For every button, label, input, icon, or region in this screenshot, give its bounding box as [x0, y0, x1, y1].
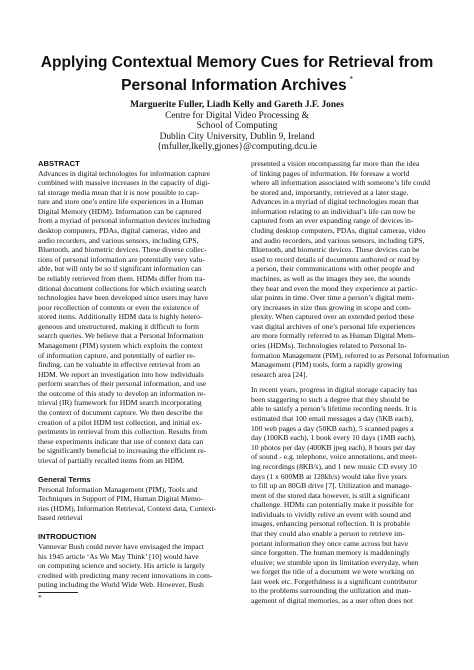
text-line: based retrieval [38, 513, 83, 523]
footnote-mark: * [38, 592, 42, 602]
text-line: presented a vision encompassing far more than the idea [251, 159, 420, 168]
text-line: plexity. When captured over an extended period these [251, 312, 414, 322]
text-line: Management (PIM) system which exploits the context [38, 340, 203, 350]
text-line: Bluetooth, and biometric devices. These devices can be [251, 245, 420, 255]
abstract-body [38, 169, 235, 466]
introduction-heading: INTRODUCTION [38, 532, 97, 542]
text-line: the context of document capture. We then describe the [38, 408, 203, 418]
text-line: of information capture, and potentially of earlier re- [38, 350, 196, 360]
text-line: ries (HDM), Information Retrieval, Context data, Context- [38, 503, 217, 513]
paper-title [40, 53, 434, 95]
text-line: day (100KB each), 1 book every 10 days (1MB each), [251, 433, 416, 443]
text-line: a person, their communications with other people and [251, 264, 415, 274]
text-line: stored items. Additionally HDM data is highly hetero- [38, 312, 203, 322]
text-line: Management (PIM) tools, form a rapidly growing [251, 360, 403, 370]
text-line: perform searches of their personal information, and use [38, 379, 207, 389]
text-line: agement of digital memories, as a user often does not [251, 596, 413, 606]
text-line: trieval of partially recalled items from an HDM. [38, 455, 185, 465]
text-line: from a myriad of personal information devices including [38, 216, 211, 226]
text-line: 100 web pages a day (50KB each), 5 scanned pages a [251, 423, 414, 433]
text-line: technologies have been developed since users may have [38, 293, 209, 303]
text-line: ditional document collections for which existing search [38, 283, 207, 293]
text-line: the outcome of this study to develop an information re- [38, 388, 206, 398]
text-line: search queries. We believe that a Personal Information [38, 331, 204, 341]
abstract-heading: ABSTRACT [38, 159, 80, 168]
text-line: we forget the title of a document we were working on [251, 567, 415, 577]
text-line: be reliably retrieved from them. HDMs differ from tra- [38, 273, 206, 283]
text-line: formation Management (PIM), referred to as Personal Information [251, 350, 450, 360]
text-line: finding, can be valuable in effective retrieval from an [38, 360, 200, 370]
text-line: Advances in a myriad of digital technologies mean that [251, 197, 419, 207]
introduction-body [38, 542, 235, 590]
text-line: individuals to vividly relive an event with sound and [251, 509, 411, 519]
text-line: to the problems surrounding the utilization and man- [251, 586, 412, 596]
text-line: Digital Memory (HDM). Information can be captured [38, 206, 202, 216]
right-column [251, 159, 449, 606]
text-line: able, but will only be so if significant information can [38, 264, 202, 274]
text-line: ular points in time. Over time a person’s digital mem- [251, 293, 415, 303]
text-line: been staggering to such a degree that they should be [251, 394, 410, 404]
general-terms-heading: General Terms [38, 475, 91, 484]
author-names: Marguerite Fuller, Liadh Kelly and Gareth J.F. Jones [130, 100, 344, 110]
text-line: where all information associated with someone’s life could [251, 178, 431, 188]
text-line: images, enhancing personal reflection. It is probable [251, 519, 410, 529]
text-line: ories (HDMs). Technologies related to Personal In- [251, 340, 407, 350]
text-line: ture and store one’s entire life experiences in a Human [38, 197, 204, 207]
text-line: ment of the stored data however, is still a significant [251, 490, 410, 500]
title-footnote-star: * [349, 75, 353, 84]
text-line: since forgotten. The human memory is maddeningly [251, 548, 410, 558]
affiliation-line: School of Computing [196, 121, 278, 132]
text-line: Vannevar Bush could never have envisaged the impact [38, 541, 204, 551]
text-line: tions of personal information are potentially very valu- [38, 254, 205, 264]
text-line: to fill up an 80GB drive [7]. Utilization and manage- [251, 481, 412, 491]
text-line: last week etc. Forgetfulness is a significant contributor [251, 576, 418, 586]
title-line-2 [40, 72, 434, 95]
text-line: HDM. We report an investigation into how individuals [38, 369, 204, 379]
title-line-2-text: Personal Information Archives [121, 77, 347, 95]
intro-paragraph-1 [251, 159, 449, 379]
text-line: puting including the World Wide Web. However, Bush [38, 580, 204, 590]
text-line: Bluetooth, and biometric devices. These diverse collec- [38, 245, 207, 255]
text-line: estimated that 100 email messages a day (5KB each), [251, 414, 414, 424]
text-line: desktop computers, PDAs, digital cameras, video and [38, 226, 201, 236]
text-line: combined with massive increases in the capacity of digi- [38, 178, 211, 188]
text-line: of sound - e.g. telephone, voice annotations, and meet- [251, 452, 418, 462]
text-line: his 1945 article ‘As We May Think’ [10] would have [38, 551, 199, 561]
text-line: these experiments indicate that use of context data can [38, 436, 204, 446]
affiliation-line: Dublin City University, Dublin 9, Ireland [159, 131, 315, 142]
text-line: they hear and even the mood they experience at partic- [251, 283, 418, 293]
text-line: geneous and unstructured, making it difficult to form [38, 321, 199, 331]
text-line: Techniques in Support of PIM, Human Digital Memo- [38, 494, 204, 504]
text-line: vast digital archives of one’s personal life experiences [251, 321, 416, 331]
text-line: tal storage media mean that it is now possible to cap- [38, 187, 200, 197]
text-line: that they could also enable a person to retrieve im- [251, 528, 405, 538]
text-line: portant information they once came across but have [251, 538, 409, 548]
text-line: be stored and, importantly, retrieved at a later stage. [251, 187, 409, 197]
text-line: trieval (IR) framework for HDM search incorporating [38, 398, 202, 408]
text-line: elusive; we stumble upon its limitation everyday, when [251, 557, 419, 567]
title-line-1: Applying Contextual Memory Cues for Retrieval from [40, 54, 434, 71]
text-line: used to record details of documents authored or read by [251, 254, 420, 264]
text-line: of linking pages of information. He foresaw a world [251, 168, 410, 178]
text-line: ory increases in size thus growing in scope and com- [251, 302, 412, 312]
text-line: creation of a pilot HDM test collection, and initial ex- [38, 417, 202, 427]
text-line: captured from an ever expanding range of devices in- [251, 216, 414, 226]
text-line: information relating to an individual’s life can now be [251, 206, 416, 216]
text-line: 10 photos per day (400KB jpeg each), 8 hours per day [251, 442, 416, 452]
author-block [60, 100, 414, 153]
affiliation-line: Centre for Digital Video Processing & [165, 110, 309, 121]
left-column [38, 159, 235, 602]
text-line: In recent years, progress in digital storage capacity has [251, 385, 418, 395]
intro-paragraph-2 [251, 385, 449, 605]
text-line: Advances in digital technologies for information capture [38, 168, 211, 178]
text-line: able to satisfy a person’s lifetime recording needs. It is [251, 404, 417, 414]
text-line: credited with predicting many recent innovations in com- [38, 570, 213, 580]
text-line: poor recollection of contents or even the existence of [38, 302, 200, 312]
text-line: Personal Information Management (PIM), Tools and [38, 484, 198, 494]
text-line: are more formally referred to as Human Digital Mem- [251, 331, 416, 341]
text-line: machines, as well as the images they see, the sounds [251, 273, 411, 283]
text-line: challenge. HDMs can potentially make it possible for [251, 500, 414, 510]
text-line: research area [24]. [251, 369, 308, 379]
text-line: and audio recorders, and various sensors, including GPS, [251, 235, 425, 245]
text-line: periments in retrieval from this collection. Results from [38, 427, 208, 437]
general-terms-body [38, 485, 235, 523]
text-line: ing recordings (8KB/s), and 1 new music CD every 10 [251, 461, 417, 471]
text-line: days (1 x 600MB at 128kb/s) would take five years [251, 471, 407, 481]
text-line: on computing science and society. His article is largely [38, 561, 206, 571]
text-line: audio recorders, and various sensors, including GPS, [38, 235, 199, 245]
author-emails: {mfuller,lkelly,gjones}@computing.dcu.ie [157, 142, 317, 153]
text-line: be significantly beneficial to increasing the efficient re- [38, 446, 207, 456]
text-line: cluding desktop computers, PDAs, digital cameras, video [251, 226, 426, 236]
